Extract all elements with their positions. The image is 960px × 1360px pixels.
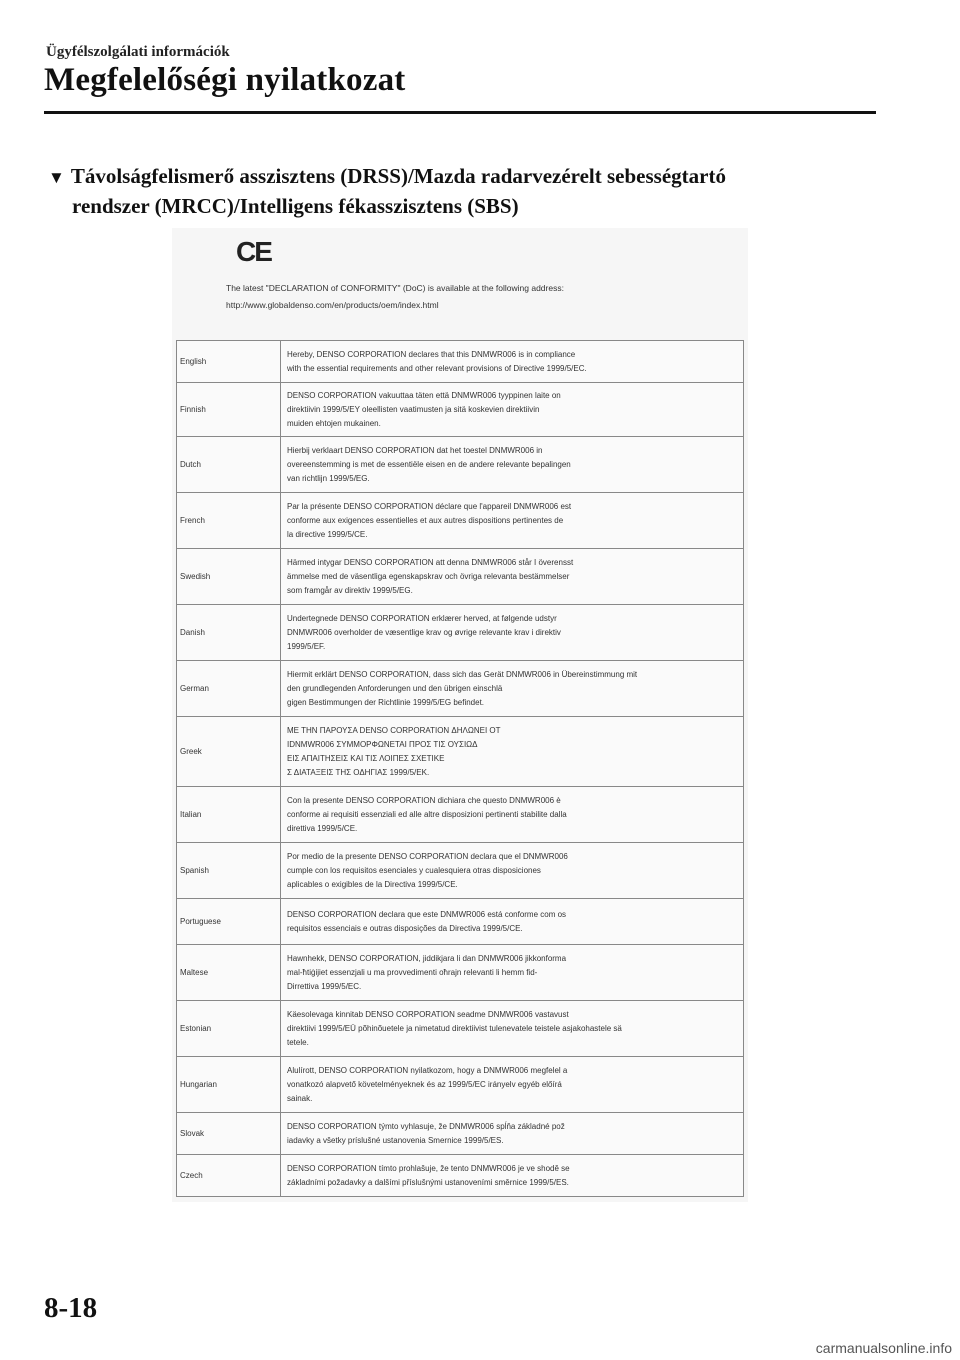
table-row — [177, 717, 744, 787]
table-row — [177, 787, 744, 843]
declaration-cell — [281, 383, 744, 437]
declaration-cell — [281, 787, 744, 843]
declaration-line: direttiva 1999/5/CE. — [287, 823, 358, 833]
section-heading — [48, 162, 848, 220]
page-number: 8-18 — [44, 1292, 98, 1324]
table-row — [177, 1113, 744, 1155]
declaration-line: Käesolevaga kinnitab DENSO CORPORATION seadme DNMWR006 vastavust — [287, 1009, 569, 1019]
declaration-line: som framgår av direktiv 1999/5/EG. — [287, 585, 413, 595]
declaration-line: van richtlijn 1999/5/EG. — [287, 473, 370, 483]
page-title: Megfelelőségi nyilatkozat — [44, 62, 406, 98]
declaration-line: iadavky a všetky príslušné ustanovenia Smernice 1999/5/ES. — [287, 1135, 504, 1145]
declaration-cell — [281, 605, 744, 661]
section-heading-line-1: Távolságfelismerő asszisztens (DRSS)/Mazda radarvezérelt sebességtartó — [70, 164, 726, 188]
doc-intro-line-1: The latest "DECLARATION of CONFORMITY" (DoC) is available at the following address: — [226, 283, 564, 293]
declaration-cell — [281, 493, 744, 549]
language-cell: Spanish — [177, 843, 281, 899]
declaration-line: Hiermit erklärt DENSO CORPORATION, dass sich das Gerät DNMWR006 in Übereinstimmung mit — [287, 669, 638, 679]
language-cell: Estonian — [177, 1001, 281, 1057]
declaration-line: DENSO CORPORATION vakuuttaa täten että DNMWR006 tyyppinen laite on — [287, 390, 561, 400]
declaration-line: gigen Bestimmungen der Richtlinie 1999/5/EG befindet. — [287, 697, 485, 707]
declaration-cell — [281, 1113, 744, 1155]
declaration-line: Por medio de la presente DENSO CORPORATION declara que el DNMWR006 — [287, 851, 568, 861]
table-row — [177, 549, 744, 605]
table-row — [177, 945, 744, 1001]
declaration-line: requisitos essenciais e outras disposições da Directiva 1999/5/CE. — [287, 923, 523, 933]
declaration-line: Hierbij verklaart DENSO CORPORATION dat het toestel DNMWR006 in — [287, 445, 543, 455]
language-cell: Greek — [177, 717, 281, 787]
declaration-line: DENSO CORPORATION declara que este DNMWR006 está conforme com os — [287, 909, 567, 919]
ce-mark-e: E — [254, 236, 271, 267]
language-declaration-table — [176, 340, 744, 1197]
declaration-cell — [281, 437, 744, 493]
language-cell: English — [177, 341, 281, 383]
language-cell: German — [177, 661, 281, 717]
declaration-cell — [281, 717, 744, 787]
declaration-line: mal-ħtiġijiet essenzjali u ma provvedimenti oħrajn relevanti li hemm fid- — [287, 967, 538, 977]
declaration-cell — [281, 661, 744, 717]
declaration-line: Dirrettiva 1999/5/EC. — [287, 981, 362, 991]
declaration-cell — [281, 1057, 744, 1113]
declaration-line: direktiivin 1999/5/EY oleellisten vaatimusten ja sitä koskevien direktiivin — [287, 404, 540, 414]
declaration-line: direktiivi 1999/5/EÜ põhinõuetele ja nimetatud direktiivist tulenevatele teistele asjakohastele sä — [287, 1023, 622, 1033]
table-row — [177, 341, 744, 383]
declaration-cell — [281, 1155, 744, 1197]
declaration-line: vonatkozó alapvető követelményeknek és az 1999/5/EC irányelv egyéb előírá — [287, 1079, 562, 1089]
running-head: Ügyfélszolgálati információk — [46, 44, 230, 60]
declaration-line: Con la presente DENSO CORPORATION dichiara che questo DNMWR006 è — [287, 795, 561, 805]
declaration-line: Σ ΔΙΑΤΑΞΕΙΣ ΤΗΣ ΟΔΗΓΙΑΣ 1999/5/ΕΚ. — [287, 767, 430, 777]
language-rows — [177, 341, 744, 1197]
table-row — [177, 899, 744, 945]
language-cell: Czech — [177, 1155, 281, 1197]
table-row — [177, 383, 744, 437]
declaration-line: 1999/5/EF. — [287, 641, 326, 651]
language-cell: Maltese — [177, 945, 281, 1001]
declaration-line: Hawnhekk, DENSO CORPORATION, jiddikjara li dan DNMWR006 jikkonforma — [287, 953, 567, 963]
declaration-line: Par la présente DENSO CORPORATION déclare que l'appareil DNMWR006 est — [287, 501, 572, 511]
title-rule — [44, 111, 876, 114]
language-cell: Swedish — [177, 549, 281, 605]
declaration-line: muiden ehtojen mukainen. — [287, 418, 381, 428]
declaration-line: DNMWR006 overholder de væsentlige krav og øvrige relevante krav i direktiv — [287, 627, 561, 637]
table-row — [177, 493, 744, 549]
language-cell: Hungarian — [177, 1057, 281, 1113]
watermark[interactable]: carmanualsonline.info — [815, 1340, 952, 1356]
declaration-line: with the essential requirements and other relevant provisions of Directive 1999/5/EC. — [287, 363, 587, 373]
declaration-line: Härmed intygar DENSO CORPORATION att denna DNMWR006 står I överensst — [287, 557, 574, 567]
declaration-line: den grundlegenden Anforderungen und den übrigen einschlä — [287, 683, 503, 693]
table-row — [177, 661, 744, 717]
declaration-line: sainak. — [287, 1093, 313, 1103]
declaration-line: IDNMWR006 ΣΥΜΜΟΡΦΩΝΕΤΑΙ ΠΡΟΣ ΤΙΣ ΟΥΣΙΩΔ — [287, 739, 478, 749]
declaration-cell — [281, 899, 744, 945]
declaration-line: ΜΕ ΤΗΝ ΠΑΡΟΥΣΑ DENSO CORPORATION ΔΗΛΩΝΕΙ ΟΤ — [287, 725, 501, 735]
declaration-cell — [281, 843, 744, 899]
ce-mark — [236, 236, 271, 268]
doc-intro — [226, 280, 736, 314]
declaration-line: Alulírott, DENSO CORPORATION nyilatkozom, hogy a DNMWR006 megfelel a — [287, 1065, 568, 1075]
declaration-cell — [281, 549, 744, 605]
declaration-line: la directive 1999/5/CE. — [287, 529, 368, 539]
declaration-line: conforme ai requisiti essenziali ed alle altre disposizioni pertinenti stabilite dalla — [287, 809, 567, 819]
declaration-line: základními požadavky a dalšími příslušnými ustanoveními směrnice 1999/5/ES. — [287, 1177, 569, 1187]
declaration-line: DENSO CORPORATION tímto prohlašuje, že tento DNMWR006 je ve shodě se — [287, 1163, 570, 1173]
declaration-of-conformity-image — [172, 228, 748, 1202]
declaration-cell — [281, 341, 744, 383]
table-row — [177, 1057, 744, 1113]
language-cell: Dutch — [177, 437, 281, 493]
ce-mark-c: C — [236, 236, 255, 267]
declaration-line: tetele. — [287, 1037, 309, 1047]
declaration-line: cumple con los requisitos esenciales y cualesquiera otras disposiciones — [287, 865, 541, 875]
doc-intro-url: http://www.globaldenso.com/en/products/oem/index.html — [226, 300, 439, 310]
declaration-line: overeenstemming is met de essentiële eisen en de andere relevante bepalingen — [287, 459, 571, 469]
language-cell: Slovak — [177, 1113, 281, 1155]
declaration-line: Hereby, DENSO CORPORATION declares that this DNMWR006 is in compliance — [287, 349, 576, 359]
declaration-line: ämmelse med de väsentliga egenskapskrav och övriga relevanta bestämmelser — [287, 571, 570, 581]
table-row — [177, 1155, 744, 1197]
table-row — [177, 437, 744, 493]
declaration-cell — [281, 1001, 744, 1057]
table-row — [177, 1001, 744, 1057]
declaration-line: Undertegnede DENSO CORPORATION erklærer herved, at følgende udstyr — [287, 613, 557, 623]
table-row — [177, 605, 744, 661]
table-row — [177, 843, 744, 899]
declaration-line: conforme aux exigences essentielles et aux autres dispositions pertinentes de — [287, 515, 564, 525]
language-cell: Finnish — [177, 383, 281, 437]
language-cell: Italian — [177, 787, 281, 843]
declaration-line: ΕΙΣ ΑΠΑΙΤΗΣΕΙΣ ΚΑΙ ΤΙΣ ΛΟΙΠΕΣ ΣΧΕΤΙΚΕ — [287, 753, 445, 763]
declaration-line: aplicables o exigibles de la Directiva 1999/5/CE. — [287, 879, 458, 889]
language-cell: Danish — [177, 605, 281, 661]
language-cell: French — [177, 493, 281, 549]
triangle-marker-icon: ▼ — [48, 168, 65, 187]
section-heading-line-2: rendszer (MRCC)/Intelligens fékasszisztens (SBS) — [72, 194, 519, 218]
language-cell: Portuguese — [177, 899, 281, 945]
declaration-cell — [281, 945, 744, 1001]
declaration-line: DENSO CORPORATION týmto vyhlasuje, že DNMWR006 spĺňa základné pož — [287, 1121, 565, 1131]
